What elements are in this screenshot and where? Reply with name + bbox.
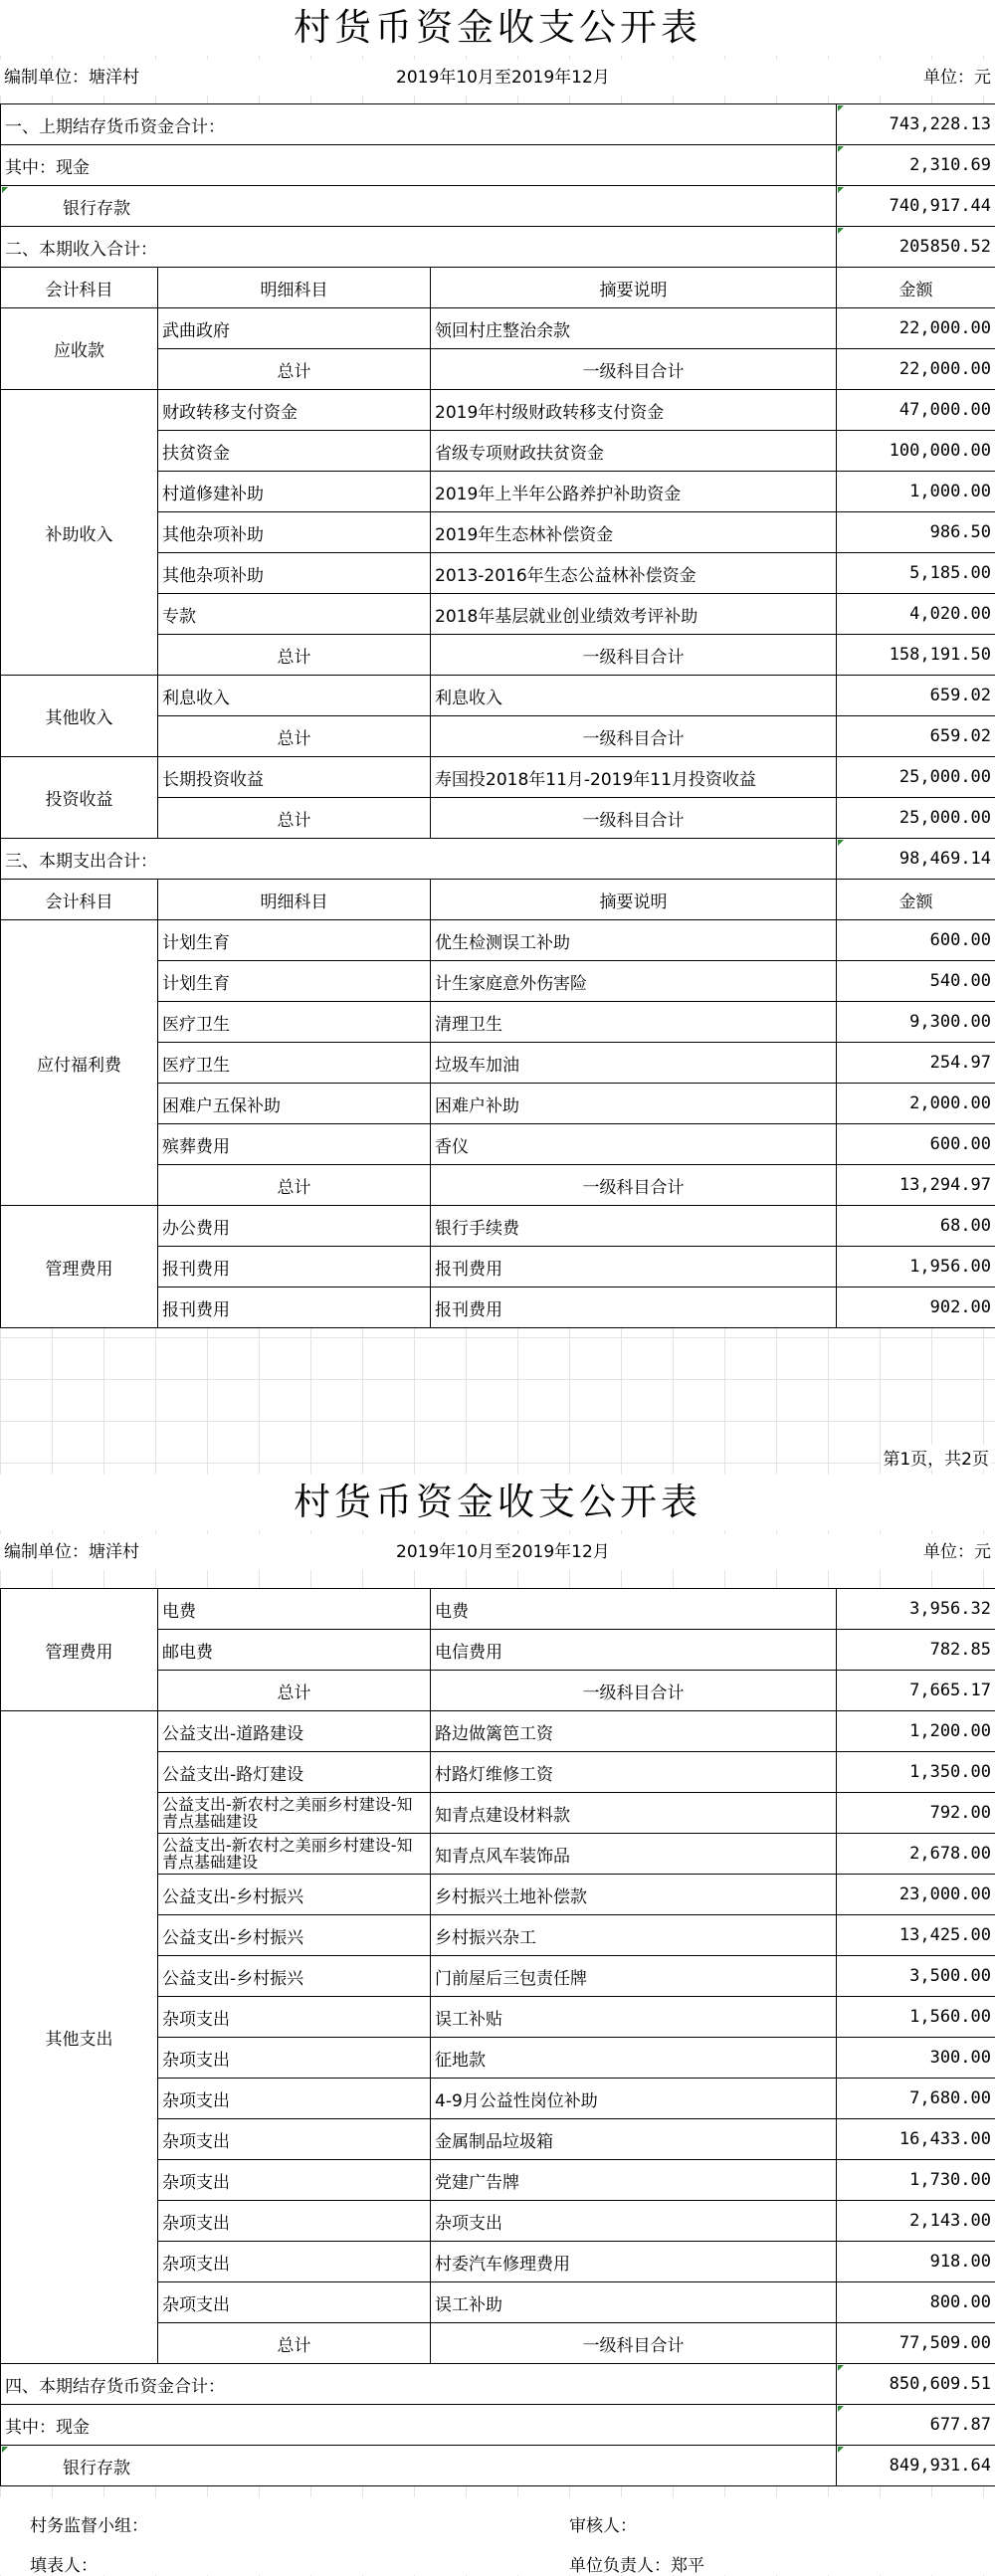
period-label-2: 2019年10月至2019年12月 — [396, 1534, 610, 1570]
memo-cell: 4-9月公益性岗位补助 — [431, 2079, 837, 2119]
cash-row-value: 2,310.69 — [837, 145, 995, 186]
detail-cell: 杂项支出 — [158, 1997, 431, 2038]
report-meta-2 — [0, 1534, 995, 1570]
detail-cell: 电费 — [158, 1589, 431, 1630]
amount-cell: 68.00 — [837, 1206, 995, 1247]
amount-cell: 600.00 — [837, 920, 995, 961]
memo-cell: 计生家庭意外伤害险 — [431, 961, 837, 1002]
memo-header: 摘要说明 — [431, 880, 837, 920]
detail-cell: 办公费用 — [158, 1206, 431, 1247]
total-amount: 25,000.00 — [837, 798, 995, 839]
currency-label: 单位：元 — [923, 60, 991, 96]
detail-cell: 计划生育 — [158, 961, 431, 1002]
detail-cell: 计划生育 — [158, 920, 431, 961]
total-memo: 一级科目合计 — [431, 798, 837, 839]
amount-header: 金额 — [837, 268, 995, 308]
memo-cell: 乡村振兴土地补偿款 — [431, 1875, 837, 1915]
memo-cell: 优生检测误工补助 — [431, 920, 837, 961]
amount-cell: 800.00 — [837, 2282, 995, 2323]
memo-cell: 利息收入 — [431, 676, 837, 716]
leader-label: 单位负责人：郑平 — [569, 2551, 704, 2576]
detail-cell: 医疗卫生 — [158, 1043, 431, 1084]
amount-cell: 9,300.00 — [837, 1002, 995, 1043]
detail-cell: 报刊费用 — [158, 1288, 431, 1328]
memo-cell: 村路灯维修工资 — [431, 1752, 837, 1793]
expense-header-row — [1, 880, 995, 920]
reviewer-label: 审核人： — [569, 2511, 637, 2536]
cash-row-label: 其中：现金 — [1, 145, 837, 186]
bank-row-label: 银行存款 — [1, 186, 837, 227]
total-memo: 一级科目合计 — [431, 635, 837, 676]
account-header: 会计科目 — [1, 880, 158, 920]
amount-cell: 3,500.00 — [837, 1956, 995, 1997]
detail-cell: 杂项支出 — [158, 2119, 431, 2160]
detail-cell: 扶贫资金 — [158, 431, 431, 472]
income-total-row-value: 205850.52 — [837, 227, 995, 268]
end-balance-row — [1, 2364, 995, 2405]
detail-cell: 公益支出-新农村之美丽乡村建设-知青点基础建设 — [158, 1793, 431, 1834]
detail-cell: 长期投资收益 — [158, 757, 431, 798]
detail-cell: 殡葬费用 — [158, 1124, 431, 1165]
memo-cell: 困难户补助 — [431, 1084, 837, 1124]
memo-cell: 杂项支出 — [431, 2201, 837, 2242]
memo-cell: 误工补助 — [431, 2282, 837, 2323]
total-amount: 13,294.97 — [837, 1165, 995, 1206]
amount-cell: 5,185.00 — [837, 553, 995, 594]
account-category: 补助收入 — [1, 390, 158, 676]
total-label: 总计 — [158, 1671, 431, 1711]
total-label: 总计 — [158, 349, 431, 390]
account-header: 会计科目 — [1, 268, 158, 308]
end-bank-row-value: 849,931.64 — [837, 2446, 995, 2486]
account-category: 其他收入 — [1, 676, 158, 757]
memo-cell: 垃圾车加油 — [431, 1043, 837, 1084]
detail-cell: 其他杂项补助 — [158, 512, 431, 553]
detail-cell: 财政转移支付资金 — [158, 390, 431, 431]
prev-balance-row-value: 743,228.13 — [837, 104, 995, 145]
memo-cell: 报刊费用 — [431, 1288, 837, 1328]
memo-cell: 2018年基层就业创业绩效考评补助 — [431, 594, 837, 635]
memo-cell: 2019年上半年公路养护补助资金 — [431, 472, 837, 512]
account-category: 应付福利费 — [1, 920, 158, 1206]
page-number: 第1页，共2页 — [881, 1445, 991, 1470]
end-cash-row-value: 677.87 — [837, 2405, 995, 2446]
memo-cell: 知青点风车装饰品 — [431, 1834, 837, 1875]
memo-cell: 省级专项财政扶贫资金 — [431, 431, 837, 472]
memo-cell: 清理卫生 — [431, 1002, 837, 1043]
detail-cell: 困难户五保补助 — [158, 1084, 431, 1124]
income-total-row-label: 二、本期收入合计： — [1, 227, 837, 268]
end-balance-row-value: 850,609.51 — [837, 2364, 995, 2405]
detail-cell: 杂项支出 — [158, 2201, 431, 2242]
amount-cell: 4,020.00 — [837, 594, 995, 635]
memo-cell: 报刊费用 — [431, 1247, 837, 1288]
unit-label-2: 编制单位：塘洋村 — [4, 1534, 139, 1570]
cash-row — [1, 145, 995, 186]
bank-row-value: 740,917.44 — [837, 186, 995, 227]
amount-cell: 659.02 — [837, 676, 995, 716]
amount-cell: 23,000.00 — [837, 1875, 995, 1915]
memo-cell: 领回村庄整治余款 — [431, 308, 837, 349]
amount-cell: 3,956.32 — [837, 1589, 995, 1630]
memo-cell: 电费 — [431, 1589, 837, 1630]
table-row — [1, 920, 995, 961]
detail-cell: 邮电费 — [158, 1630, 431, 1671]
detail-cell: 公益支出-路灯建设 — [158, 1752, 431, 1793]
table-row — [1, 308, 995, 349]
account-category: 应收款 — [1, 308, 158, 390]
total-amount: 22,000.00 — [837, 349, 995, 390]
amount-cell: 782.85 — [837, 1630, 995, 1671]
table-row — [1, 390, 995, 431]
detail-cell: 武曲政府 — [158, 308, 431, 349]
amount-header: 金额 — [837, 880, 995, 920]
total-label: 总计 — [158, 1165, 431, 1206]
detail-cell: 村道修建补助 — [158, 472, 431, 512]
total-memo: 一级科目合计 — [431, 349, 837, 390]
detail-cell: 杂项支出 — [158, 2079, 431, 2119]
amount-cell: 2,000.00 — [837, 1084, 995, 1124]
amount-cell: 918.00 — [837, 2242, 995, 2282]
table-row — [1, 1206, 995, 1247]
table-row — [1, 1711, 995, 1752]
signature-footer — [0, 2497, 995, 2575]
memo-cell: 知青点建设材料款 — [431, 1793, 837, 1834]
amount-cell: 25,000.00 — [837, 757, 995, 798]
amount-cell: 300.00 — [837, 2038, 995, 2079]
total-label: 总计 — [158, 716, 431, 757]
memo-cell: 电信费用 — [431, 1630, 837, 1671]
total-label: 总计 — [158, 2323, 431, 2364]
account-category: 管理费用 — [1, 1589, 158, 1711]
amount-cell: 1,956.00 — [837, 1247, 995, 1288]
detail-cell: 公益支出-新农村之美丽乡村建设-知青点基础建设 — [158, 1834, 431, 1875]
memo-cell: 2013-2016年生态公益林补偿资金 — [431, 553, 837, 594]
end-bank-row-label: 银行存款 — [1, 2446, 837, 2486]
amount-cell: 7,680.00 — [837, 2079, 995, 2119]
total-label: 总计 — [158, 635, 431, 676]
detail-header: 明细科目 — [158, 880, 431, 920]
memo-cell: 香仪 — [431, 1124, 837, 1165]
page-title-2: 村货币资金收支公开表 — [0, 1475, 995, 1530]
amount-cell: 792.00 — [837, 1793, 995, 1834]
amount-cell: 902.00 — [837, 1288, 995, 1328]
detail-cell: 公益支出-乡村振兴 — [158, 1875, 431, 1915]
total-memo: 一级科目合计 — [431, 2323, 837, 2364]
total-memo: 一级科目合计 — [431, 1165, 837, 1206]
memo-cell: 路边做篱笆工资 — [431, 1711, 837, 1752]
income-header-row — [1, 268, 995, 308]
unit-label: 编制单位：塘洋村 — [4, 60, 139, 96]
detail-cell: 杂项支出 — [158, 2038, 431, 2079]
detail-cell: 其他杂项补助 — [158, 553, 431, 594]
detail-cell: 杂项支出 — [158, 2242, 431, 2282]
end-cash-row-label: 其中：现金 — [1, 2405, 837, 2446]
period-label: 2019年10月至2019年12月 — [396, 60, 610, 96]
detail-cell: 杂项支出 — [158, 2282, 431, 2323]
detail-cell: 杂项支出 — [158, 2160, 431, 2201]
amount-cell: 986.50 — [837, 512, 995, 553]
memo-cell: 金属制品垃圾箱 — [431, 2119, 837, 2160]
page-title: 村货币资金收支公开表 — [0, 0, 995, 56]
memo-cell: 乡村振兴杂工 — [431, 1915, 837, 1956]
memo-cell: 寿国投2018年11月-2019年11月投资收益 — [431, 757, 837, 798]
expense-total-row-label: 三、本期支出合计： — [1, 839, 837, 880]
amount-cell: 254.97 — [837, 1043, 995, 1084]
total-amount: 7,665.17 — [837, 1671, 995, 1711]
amount-cell: 1,000.00 — [837, 472, 995, 512]
detail-cell: 公益支出-乡村振兴 — [158, 1956, 431, 1997]
detail-cell: 利息收入 — [158, 676, 431, 716]
memo-cell: 村委汽车修理费用 — [431, 2242, 837, 2282]
prev-balance-row — [1, 104, 995, 145]
memo-cell: 党建广告牌 — [431, 2160, 837, 2201]
amount-cell: 2,678.00 — [837, 1834, 995, 1875]
amount-cell: 47,000.00 — [837, 390, 995, 431]
table-row — [1, 1589, 995, 1630]
finance-table-page2 — [0, 1588, 995, 2486]
amount-cell: 2,143.00 — [837, 2201, 995, 2242]
report-meta — [0, 60, 995, 96]
memo-cell: 征地款 — [431, 2038, 837, 2079]
amount-cell: 1,730.00 — [837, 2160, 995, 2201]
amount-cell: 1,200.00 — [837, 1711, 995, 1752]
currency-label-2: 单位：元 — [923, 1534, 991, 1570]
bank-row — [1, 186, 995, 227]
total-memo: 一级科目合计 — [431, 1671, 837, 1711]
total-memo: 一级科目合计 — [431, 716, 837, 757]
table-row — [1, 676, 995, 716]
total-amount: 158,191.50 — [837, 635, 995, 676]
preparer-label: 填表人： — [30, 2551, 98, 2576]
amount-cell: 1,560.00 — [837, 1997, 995, 2038]
end-balance-row-label: 四、本期结存货币资金合计： — [1, 2364, 837, 2405]
detail-cell: 公益支出-道路建设 — [158, 1711, 431, 1752]
finance-table-page1 — [0, 103, 995, 1328]
table-row — [1, 757, 995, 798]
amount-cell: 540.00 — [837, 961, 995, 1002]
amount-cell: 13,425.00 — [837, 1915, 995, 1956]
expense-total-row-value: 98,469.14 — [837, 839, 995, 880]
amount-cell: 600.00 — [837, 1124, 995, 1165]
detail-header: 明细科目 — [158, 268, 431, 308]
prev-balance-row-label: 一、上期结存货币资金合计： — [1, 104, 837, 145]
account-category: 管理费用 — [1, 1206, 158, 1328]
memo-cell: 银行手续费 — [431, 1206, 837, 1247]
income-total-row — [1, 227, 995, 268]
account-category: 其他支出 — [1, 1711, 158, 2364]
supervision-label: 村务监督小组： — [30, 2511, 148, 2536]
memo-cell: 误工补贴 — [431, 1997, 837, 2038]
expense-total-row — [1, 839, 995, 880]
memo-cell: 门前屋后三包责任牌 — [431, 1956, 837, 1997]
detail-cell: 医疗卫生 — [158, 1002, 431, 1043]
memo-cell: 2019年生态林补偿资金 — [431, 512, 837, 553]
memo-header: 摘要说明 — [431, 268, 837, 308]
total-amount: 659.02 — [837, 716, 995, 757]
amount-cell: 1,350.00 — [837, 1752, 995, 1793]
detail-cell: 公益支出-乡村振兴 — [158, 1915, 431, 1956]
detail-cell: 报刊费用 — [158, 1247, 431, 1288]
detail-cell: 专款 — [158, 594, 431, 635]
memo-cell: 2019年村级财政转移支付资金 — [431, 390, 837, 431]
amount-cell: 100,000.00 — [837, 431, 995, 472]
end-cash-row — [1, 2405, 995, 2446]
amount-cell: 22,000.00 — [837, 308, 995, 349]
total-amount: 77,509.00 — [837, 2323, 995, 2364]
total-label: 总计 — [158, 798, 431, 839]
amount-cell: 16,433.00 — [837, 2119, 995, 2160]
account-category: 投资收益 — [1, 757, 158, 839]
end-bank-row — [1, 2446, 995, 2486]
